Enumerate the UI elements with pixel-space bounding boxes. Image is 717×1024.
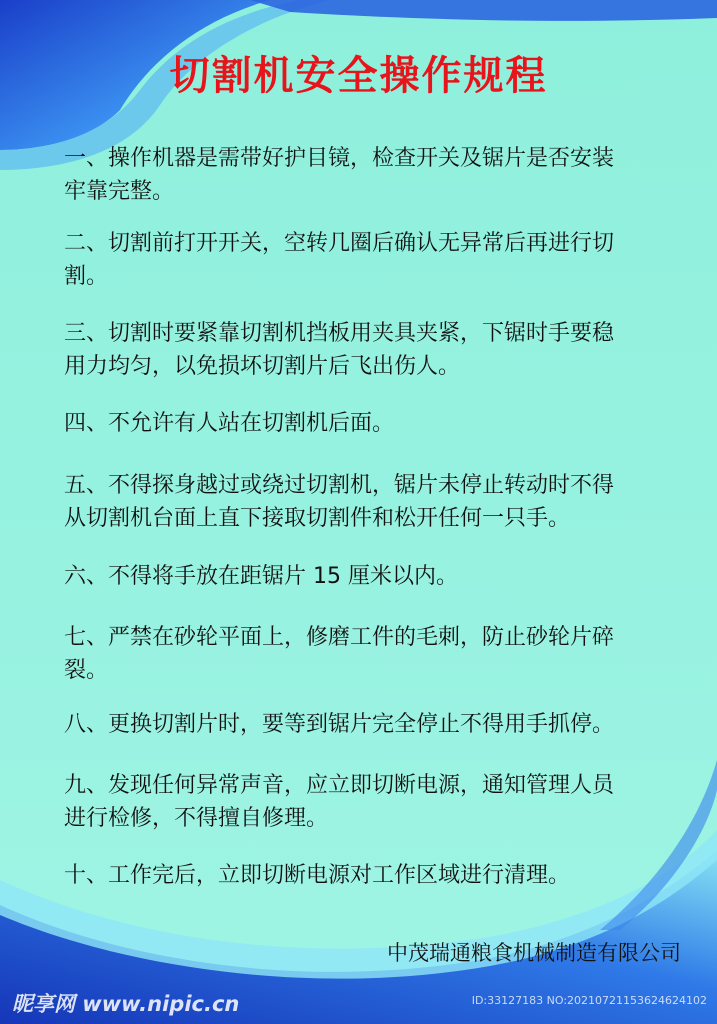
rule-item-6 [64,560,458,593]
rule-item-1 [64,142,614,208]
rule-1-line-2: 牢靠完整。 [64,179,175,204]
rule-1-line-1: 一、操作机器是需带好护目镜，检查开关及锯片是否安装 [64,146,615,171]
rule-item-2 [64,227,614,293]
rule-3-line-2: 用力均匀，以免损坏切割片后飞出伤人。 [64,354,461,379]
watermark-id: ID:33127183 NO:20210721153624624102 [471,994,707,1007]
rule-6-line-1: 六、不得将手放在距锯片 15 厘米以内。 [64,564,458,589]
rule-2-line-1: 二、切割前打开开关，空转几圈后确认无异常后再进行切 [64,231,615,256]
rule-9-line-1: 九、发现任何异常声音，应立即切断电源，通知管理人员 [64,773,615,798]
rule-4-line-1: 四、不允许有人站在切割机后面。 [64,411,395,436]
watermark-logo: 昵享网 www.nipic.cn [12,992,240,1016]
rule-7-line-2: 裂。 [64,658,109,683]
rule-2-line-2: 割。 [64,264,109,289]
rule-10-line-1: 十、工作完后，立即切断电源对工作区域进行清理。 [64,863,571,888]
rule-3-line-1: 三、切割时要紧靠切割机挡板用夹具夹紧，下锯时手要稳 [64,321,615,346]
rule-item-9 [64,769,614,835]
rule-8-line-1: 八、更换切割片时，要等到锯片完全停止不得用手抓停。 [64,712,615,737]
rule-5-line-1: 五、不得探身越过或绕过切割机，锯片未停止转动时不得 [64,473,615,498]
rule-7-line-1: 七、严禁在砂轮平面上，修磨工件的毛刺，防止砂轮片碎 [64,625,615,650]
rule-item-4 [64,407,394,440]
rule-item-5 [64,469,614,535]
rule-item-8 [64,708,614,741]
company-name: 中茂瑞通粮食机械制造有限公司 [387,941,681,965]
rule-5-line-2: 从切割机台面上直下接取切割件和松开任何一只手。 [64,506,571,531]
poster-title: 切割机安全操作规程 [169,53,548,99]
rule-item-10 [64,859,570,892]
rule-item-7 [64,621,614,687]
rule-item-3 [64,317,614,383]
rule-9-line-2: 进行检修，不得擅自修理。 [64,806,329,831]
